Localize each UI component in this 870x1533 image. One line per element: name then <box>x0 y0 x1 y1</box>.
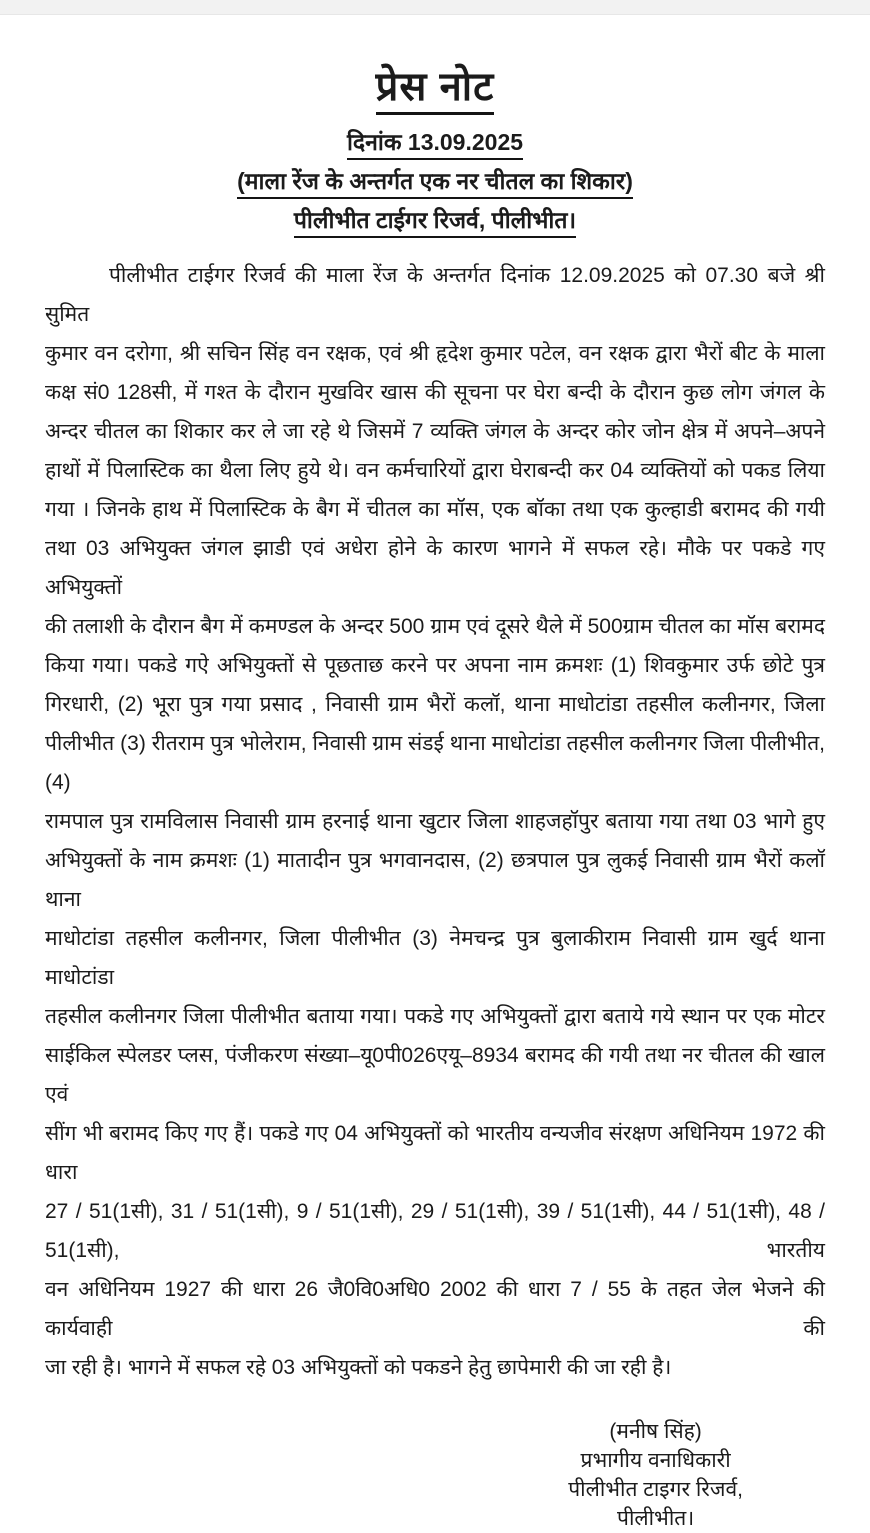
document-header <box>45 65 825 238</box>
body-line: 27 / 51(1सी), 31 / 51(1सी), 9 / 51(1सी), 29 / 51(1सी), 39 / 51(1सी), 44 / 51(1सी), 48 / 51(1सी), भारतीय <box>45 1200 825 1262</box>
body-line: जा रही है। भागने में सफल रहे 03 अभियुक्तों को पकडने हेतु छापेमारी की जा रही है। <box>45 1356 672 1379</box>
body-line: रामपाल पुत्र रामविलास निवासी ग्राम हरनाई थाना खुटार जिला शाहजहॉपुर बताया गया तथा 03 भागे हुए <box>45 810 825 833</box>
signatory-organization: पीलीभीत टाइगर रिजर्व, <box>568 1478 743 1501</box>
body-line: गया । जिनके हाथ में पिलास्टिक के बैग में चीतल का मॉस, एक बॉका तथा एक कुल्हाडी बरामद की गयी <box>45 498 825 521</box>
body-paragraph <box>45 256 825 1387</box>
body-line: माधोटांडा तहसील कलीनगर, जिला पीलीभीत (3) नेमचन्द्र पुत्र बुलाकीराम निवासी ग्राम खुर्द थाना माधोटांडा <box>45 927 825 989</box>
body-line: किया गया। पकडे गऐ अभियुक्तों से पूछताछ करने पर अपना नाम क्रमशः (1) शिवकुमार उर्फ छोटे पुत्र <box>45 654 825 677</box>
signatory-name: (मनीष सिंह) <box>609 1420 702 1443</box>
document-org: पीलीभीत टाईगर रिजर्व, पीलीभीत। <box>45 207 825 238</box>
document-date: दिनांक 13.09.2025 <box>45 129 825 160</box>
body-line: की तलाशी के दौरान बैग में कमण्डल के अन्दर 500 ग्राम एवं दूसरे थैले में 500ग्राम चीतल का मॉस बरामद <box>45 615 825 638</box>
body-line: हाथों में पिलास्टिक का थैला लिए हुये थे। वन कर्मचारियों द्वारा घेराबन्दी कर 04 व्यक्तियों को पकड लिया <box>45 459 825 482</box>
body-line: कुमार वन दरोगा, श्री सचिन सिंह वन रक्षक, एवं श्री हृदेश कुमार पटेल, वन रक्षक द्वारा भैरों बीट के माला <box>45 342 825 365</box>
body-line: पीलीभीत टाईगर रिजर्व की माला रेंज के अन्तर्गत दिनांक 12.09.2025 को 07.30 बजे श्री सुमित <box>45 264 825 326</box>
body-line: वन अधिनियम 1927 की धारा 26 जै0वि0अधि0 2002 की धारा 7 / 55 के तहत जेल भेजने की कार्यवाही की <box>45 1278 825 1340</box>
body-line: कक्ष सं0 128सी, में गश्त के दौरान मुखविर खास की सूचना पर घेरा बन्दी के दौरान कुछ लोग जंगल के <box>45 381 825 404</box>
document-title: प्रेस नोट <box>45 65 825 115</box>
document-subject: (माला रेंज के अन्तर्गत एक नर चीतल का शिकार) <box>45 168 825 199</box>
signature-block <box>568 1417 743 1533</box>
body-line: पीलीभीत (3) रीतराम पुत्र भोलेराम, निवासी ग्राम संडई थाना माधोटांडा तहसील कलीनगर जिला पीलीभीत, (4) <box>45 732 825 794</box>
body-line: तहसील कलीनगर जिला पीलीभीत बताया गया। पकडे गए अभियुक्तों द्वारा बताये गये स्थान पर एक मोटर <box>45 1005 825 1028</box>
body-line: तथा 03 अभियुक्त जंगल झाडी एवं अधेरा होने के कारण भागने में सफल रहे। मौके पर पकडे गए अभियुक्तों <box>45 537 825 599</box>
body-line: अभियुक्तों के नाम क्रमशः (1) मातादीन पुत्र भगवानदास, (2) छत्रपाल पुत्र लुकई निवासी ग्राम भैरों कलॉ थाना <box>45 849 825 911</box>
body-line: सींग भी बरामद किए गए हैं। पकडे गए 04 अभियुक्तों को भारतीय वन्यजीव संरक्षण अधिनियम 1972 की धारा <box>45 1122 825 1184</box>
body-line: साईकिल स्पेलडर प्लस, पंजीकरण संख्या–यू0पी026एयू–8934 बरामद की गयी तथा नर चीतल की खाल एवं <box>45 1044 825 1106</box>
document-page <box>0 15 870 1533</box>
body-line: अन्दर चीतल का शिकार कर ले जा रहे थे जिसमें 7 व्यक्ति जंगल के अन्दर कोर जोन क्षेत्र में अपने–अपने <box>45 420 825 443</box>
signatory-designation: प्रभागीय वनाधिकारी <box>580 1449 731 1472</box>
scan-top-strip <box>0 0 870 15</box>
body-line: गिरधारी, (2) भूरा पुत्र गया प्रसाद , निवासी ग्राम भैरों कलॉ, थाना माधोटांडा तहसील कलीनगर, जिला <box>45 693 825 716</box>
signatory-place: पीलीभीत। <box>617 1507 695 1530</box>
